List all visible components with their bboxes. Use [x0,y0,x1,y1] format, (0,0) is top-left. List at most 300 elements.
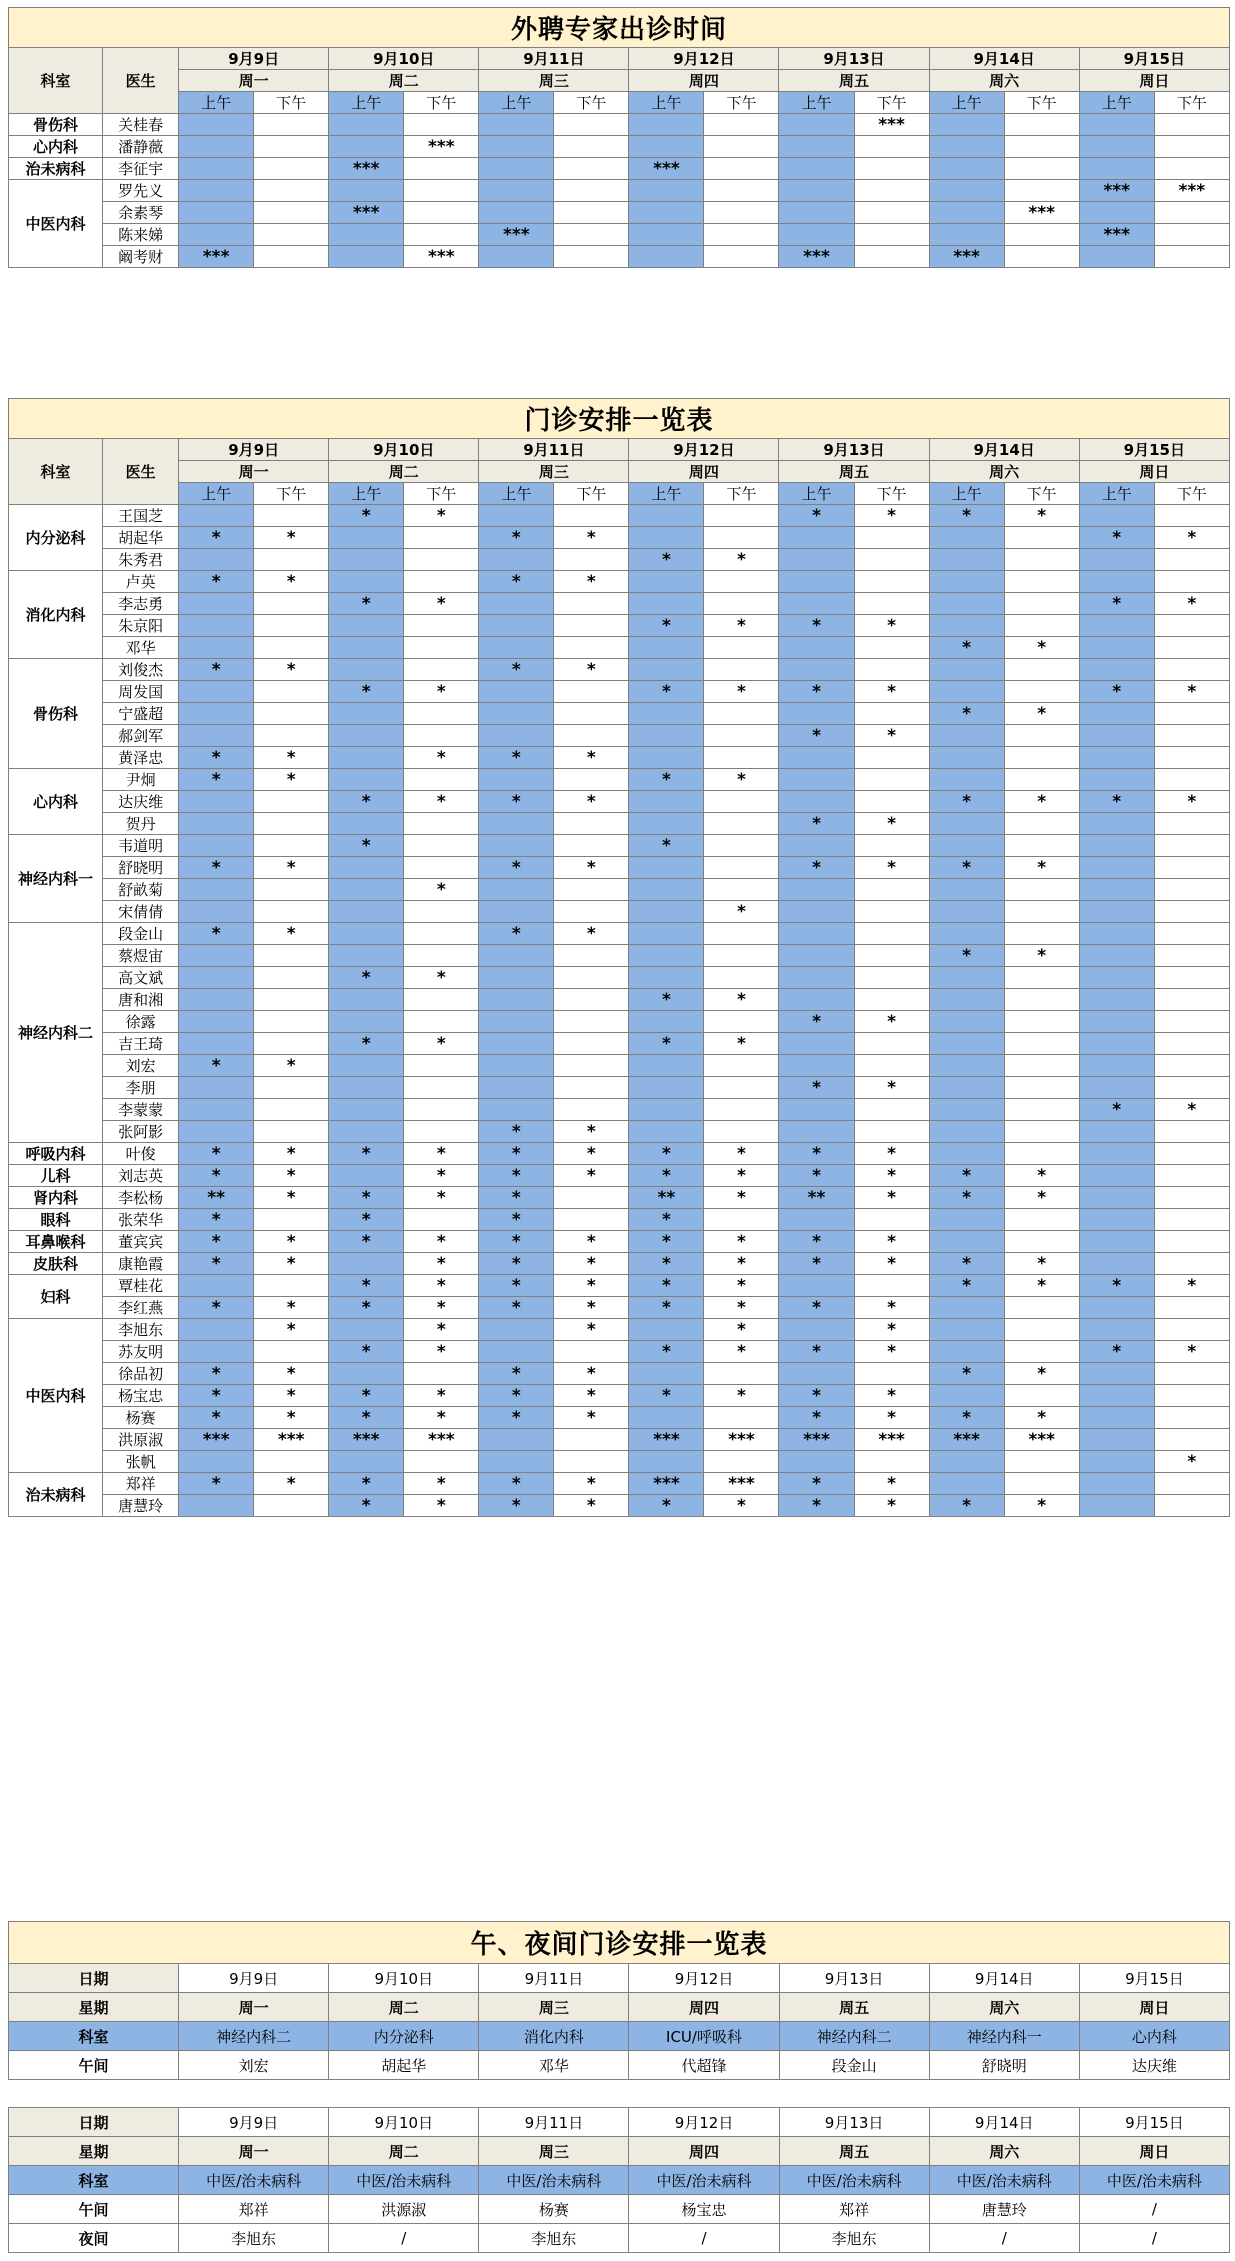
schedule-mark: * [254,1055,329,1077]
schedule-mark: * [1079,1341,1154,1363]
schedule-mark: * [1079,593,1154,615]
table-row [9,202,1230,224]
table-row [9,246,1230,268]
schedule-mark [254,136,329,158]
schedule-mark [1154,1297,1229,1319]
pm-header: 下午 [404,92,479,114]
table-row [9,549,1230,571]
date-cell: 9月10日 [329,2108,479,2137]
schedule-mark: * [779,1297,854,1319]
schedule-mark [704,703,779,725]
schedule-mark [929,681,1004,703]
date-header: 9月9日 [179,48,329,70]
schedule-mark [479,989,554,1011]
schedule-mark [1004,571,1079,593]
schedule-mark: *** [929,1429,1004,1451]
schedule-mark [479,725,554,747]
schedule-mark [854,549,929,571]
noon-doctor-cell: / [1079,2195,1229,2224]
schedule-mark [479,901,554,923]
am-header: 上午 [179,483,254,505]
table-row [9,879,1230,901]
schedule-mark [329,246,404,268]
schedule-mark [779,571,854,593]
date-cell: 9月12日 [629,2108,779,2137]
schedule-mark: *** [1004,1429,1079,1451]
dept-cell: 中医/治未病科 [329,2166,479,2195]
schedule-mark [929,1121,1004,1143]
pm-header: 下午 [254,92,329,114]
schedule-mark [404,158,479,180]
schedule-mark: * [1079,527,1154,549]
schedule-mark [254,835,329,857]
table-row [9,114,1230,136]
schedule-mark [1154,1165,1229,1187]
schedule-mark [1154,1231,1229,1253]
schedule-mark [1079,1495,1154,1517]
schedule-mark [1004,681,1079,703]
schedule-mark [254,246,329,268]
date-cell: 9月14日 [929,2108,1079,2137]
dept-name: 神经内科二 [9,923,103,1143]
schedule-mark [704,527,779,549]
schedule-mark [704,747,779,769]
am-header: 上午 [479,483,554,505]
schedule-mark [779,549,854,571]
noon-doctor-cell: 胡起华 [329,2051,479,2080]
table-row [9,1231,1230,1253]
schedule-mark: * [629,1209,704,1231]
schedule-mark [1079,1011,1154,1033]
schedule-mark: * [779,1077,854,1099]
am-header: 上午 [779,92,854,114]
schedule-mark [179,158,254,180]
doctor-name: 唐和湘 [103,989,179,1011]
table-row [9,681,1230,703]
weekday-cell: 周五 [779,1993,929,2022]
doctor-name: 董宾宾 [103,1231,179,1253]
schedule-mark [704,857,779,879]
schedule-mark [1079,202,1154,224]
schedule-mark [404,1077,479,1099]
schedule-mark [179,1275,254,1297]
doctor-name: 黄泽忠 [103,747,179,769]
schedule-mark [1004,180,1079,202]
schedule-mark [704,813,779,835]
doctor-name: 蔡煜宙 [103,945,179,967]
schedule-mark [779,923,854,945]
schedule-mark: * [179,923,254,945]
schedule-mark [629,1363,704,1385]
schedule-mark: * [854,1407,929,1429]
schedule-mark: * [179,1165,254,1187]
schedule-mark [1154,901,1229,923]
schedule-mark [929,527,1004,549]
schedule-mark: * [329,1297,404,1319]
noon-doctor-cell: 郑祥 [779,2195,929,2224]
table-row [9,835,1230,857]
table-row [9,1077,1230,1099]
table-row [9,945,1230,967]
doctor-name: 李朋 [103,1077,179,1099]
dept-cell: 消化内科 [479,2022,629,2051]
schedule-mark [1154,857,1229,879]
schedule-mark [479,615,554,637]
schedule-mark [1004,835,1079,857]
dept-cell: 中医/治未病科 [629,2166,779,2195]
schedule-mark [1004,1121,1079,1143]
table-row [9,1033,1230,1055]
schedule-mark [779,1275,854,1297]
schedule-mark [629,945,704,967]
schedule-mark [179,180,254,202]
doctor-name: 刘宏 [103,1055,179,1077]
pm-header: 下午 [1154,92,1229,114]
schedule-mark [1004,1341,1079,1363]
schedule-mark: * [479,857,554,879]
schedule-mark [554,967,629,989]
schedule-mark [254,791,329,813]
doctor-name: 尹炯 [103,769,179,791]
schedule-mark: *** [779,1429,854,1451]
schedule-mark [1154,659,1229,681]
schedule-mark [404,857,479,879]
schedule-mark [329,725,404,747]
date-cell: 9月9日 [179,2108,329,2137]
dept-cell: 神经内科二 [179,2022,329,2051]
schedule-mark [779,1099,854,1121]
schedule-mark [404,1011,479,1033]
schedule-mark: * [929,1495,1004,1517]
schedule-mark [779,180,854,202]
noon-doctor-cell: 杨赛 [479,2195,629,2224]
schedule-mark [704,835,779,857]
schedule-mark [1004,1385,1079,1407]
schedule-mark [779,791,854,813]
dept-cell: 中医/治未病科 [929,2166,1079,2195]
schedule-mark: * [179,527,254,549]
dept-column-header: 科室 [9,48,103,114]
schedule-mark [629,224,704,246]
schedule-mark [329,813,404,835]
schedule-mark [929,1231,1004,1253]
schedule-mark: * [704,1187,779,1209]
schedule-mark: * [179,769,254,791]
schedule-mark: *** [854,1429,929,1451]
schedule-mark [854,571,929,593]
schedule-mark [404,637,479,659]
schedule-mark [479,1341,554,1363]
schedule-mark: * [179,1055,254,1077]
schedule-mark [629,1011,704,1033]
schedule-mark [1079,813,1154,835]
schedule-mark [1079,615,1154,637]
schedule-mark: * [404,1143,479,1165]
schedule-mark: * [254,659,329,681]
schedule-mark [779,593,854,615]
schedule-mark: * [929,1275,1004,1297]
schedule-mark [554,593,629,615]
schedule-mark [629,637,704,659]
schedule-mark: * [779,1231,854,1253]
schedule-mark: * [1154,1275,1229,1297]
schedule-mark: * [1079,1275,1154,1297]
schedule-mark: * [404,879,479,901]
schedule-mark [1004,593,1079,615]
schedule-mark: * [629,549,704,571]
schedule-mark [554,615,629,637]
table-row [9,136,1230,158]
schedule-mark: * [854,1165,929,1187]
schedule-mark [404,1099,479,1121]
night-doctor-cell: / [329,2224,479,2253]
schedule-mark [554,224,629,246]
schedule-mark [1004,967,1079,989]
table-row [9,1473,1230,1495]
schedule-mark [179,224,254,246]
schedule-mark [629,571,704,593]
row-label-noon: 午间 [9,2195,179,2224]
table-row [9,725,1230,747]
schedule-mark: * [554,527,629,549]
schedule-mark: *** [179,246,254,268]
schedule-mark: * [554,1495,629,1517]
schedule-mark [629,967,704,989]
schedule-mark [479,202,554,224]
schedule-mark [479,1451,554,1473]
schedule-mark [854,224,929,246]
schedule-mark: * [629,835,704,857]
schedule-mark [1154,505,1229,527]
noon-doctor-cell: 达庆维 [1079,2051,1229,2080]
schedule-mark [779,136,854,158]
pm-header: 下午 [1004,92,1079,114]
date-cell: 9月13日 [779,2108,929,2137]
schedule-mark: *** [1004,202,1079,224]
schedule-mark: * [179,747,254,769]
schedule-mark: * [779,681,854,703]
date-header: 9月14日 [929,439,1079,461]
schedule-mark: * [929,1407,1004,1429]
schedule-mark [629,1055,704,1077]
schedule-mark [779,1055,854,1077]
schedule-mark [179,1319,254,1341]
schedule-mark [1079,989,1154,1011]
schedule-mark [929,901,1004,923]
schedule-mark [854,967,929,989]
schedule-mark [479,835,554,857]
schedule-mark [554,681,629,703]
schedule-mark [779,1451,854,1473]
schedule-mark [854,202,929,224]
schedule-mark: * [629,1385,704,1407]
schedule-mark: * [854,1143,929,1165]
night-doctor-cell: 李旭东 [479,2224,629,2253]
schedule-mark: * [179,1473,254,1495]
schedule-mark [704,571,779,593]
schedule-mark [1154,1407,1229,1429]
schedule-mark: * [404,1165,479,1187]
schedule-mark [179,1033,254,1055]
pm-header: 下午 [854,92,929,114]
schedule-mark [329,879,404,901]
schedule-mark: * [479,1187,554,1209]
doctor-name: 舒畝菊 [103,879,179,901]
weekday-cell: 周六 [929,1993,1079,2022]
schedule-mark [404,527,479,549]
schedule-mark [1154,615,1229,637]
schedule-mark: * [929,1165,1004,1187]
schedule-mark: * [629,1165,704,1187]
schedule-mark: * [404,1297,479,1319]
weekday-header: 周二 [329,461,479,483]
schedule-mark [854,791,929,813]
schedule-mark: * [779,813,854,835]
schedule-mark: * [554,1407,629,1429]
date-header: 9月10日 [329,439,479,461]
schedule-mark [779,989,854,1011]
schedule-mark: * [479,1473,554,1495]
schedule-mark: *** [329,1429,404,1451]
schedule-mark [179,1077,254,1099]
schedule-mark [554,246,629,268]
schedule-mark [629,1077,704,1099]
date-cell: 9月15日 [1079,2108,1229,2137]
schedule-mark [704,1077,779,1099]
pm-header: 下午 [554,483,629,505]
noon-doctor-cell: 郑祥 [179,2195,329,2224]
schedule-mark [179,637,254,659]
doctor-name: 李旭东 [103,1319,179,1341]
date-cell: 9月9日 [179,1964,329,1993]
schedule-mark: * [704,1275,779,1297]
schedule-mark [479,637,554,659]
schedule-mark: * [554,1473,629,1495]
schedule-mark: * [854,1495,929,1517]
schedule-mark: * [404,967,479,989]
schedule-mark: * [329,681,404,703]
schedule-mark: * [704,1341,779,1363]
schedule-mark [854,1363,929,1385]
schedule-mark [1004,989,1079,1011]
schedule-mark: * [479,1143,554,1165]
weekday-header: 周二 [329,70,479,92]
schedule-mark [704,923,779,945]
schedule-mark [929,813,1004,835]
doctor-name: 舒晓明 [103,857,179,879]
schedule-mark [554,1033,629,1055]
schedule-mark [404,813,479,835]
schedule-mark: * [854,615,929,637]
schedule-mark [554,703,629,725]
schedule-mark [629,527,704,549]
schedule-mark [1079,923,1154,945]
schedule-mark [254,1011,329,1033]
schedule-mark: * [179,571,254,593]
doctor-name: 徐露 [103,1011,179,1033]
schedule-mark: * [1004,1253,1079,1275]
schedule-mark: * [704,1033,779,1055]
schedule-mark [1079,769,1154,791]
schedule-mark [929,1385,1004,1407]
schedule-mark [854,527,929,549]
schedule-mark: * [404,1275,479,1297]
schedule-mark: * [779,1341,854,1363]
dept-cell: ICU/呼吸科 [629,2022,779,2051]
schedule-mark: * [629,1231,704,1253]
table-row [9,1121,1230,1143]
schedule-mark [629,1319,704,1341]
am-header: 上午 [929,92,1004,114]
schedule-mark: * [554,857,629,879]
schedule-mark: * [929,1187,1004,1209]
table-row [9,813,1230,835]
schedule-mark: * [704,901,779,923]
pm-header: 下午 [404,483,479,505]
schedule-mark: * [854,1011,929,1033]
schedule-mark [254,1495,329,1517]
night-doctor-cell: / [929,2224,1079,2253]
schedule-mark: * [1004,1495,1079,1517]
schedule-mark: * [1004,1275,1079,1297]
schedule-mark: * [404,791,479,813]
weekday-cell: 周一 [179,2137,329,2166]
schedule-mark: * [704,769,779,791]
schedule-mark [929,923,1004,945]
schedule-mark [1154,725,1229,747]
weekday-cell: 周日 [1079,2137,1229,2166]
schedule-mark [1004,158,1079,180]
schedule-mark [179,202,254,224]
schedule-mark [704,967,779,989]
dept-name: 眼科 [9,1209,103,1231]
schedule-mark: * [404,1187,479,1209]
weekday-header: 周日 [1079,70,1229,92]
date-cell: 9月14日 [929,1964,1079,1993]
schedule-mark [179,505,254,527]
schedule-mark [254,813,329,835]
doctor-name: 朱秀君 [103,549,179,571]
schedule-mark: * [554,1121,629,1143]
schedule-mark: *** [479,224,554,246]
weekday-cell: 周三 [479,2137,629,2166]
schedule-mark: * [779,857,854,879]
schedule-mark [704,1011,779,1033]
schedule-mark [479,967,554,989]
schedule-mark [254,725,329,747]
doctor-name: 胡起华 [103,527,179,549]
night-doctor-cell: 李旭东 [779,2224,929,2253]
schedule-mark [479,703,554,725]
schedule-mark: *** [179,1429,254,1451]
schedule-mark: * [704,1253,779,1275]
schedule-mark: * [1079,681,1154,703]
weekday-header: 周四 [629,461,779,483]
schedule-mark [1154,879,1229,901]
schedule-mark [1079,1187,1154,1209]
schedule-mark [854,180,929,202]
schedule-mark: * [329,1275,404,1297]
schedule-mark [704,224,779,246]
schedule-mark [254,180,329,202]
doctor-name: 张帆 [103,1451,179,1473]
schedule-mark [329,571,404,593]
schedule-mark [404,1363,479,1385]
schedule-mark [179,813,254,835]
schedule-mark [254,202,329,224]
dept-name: 心内科 [9,136,103,158]
schedule-mark [929,967,1004,989]
